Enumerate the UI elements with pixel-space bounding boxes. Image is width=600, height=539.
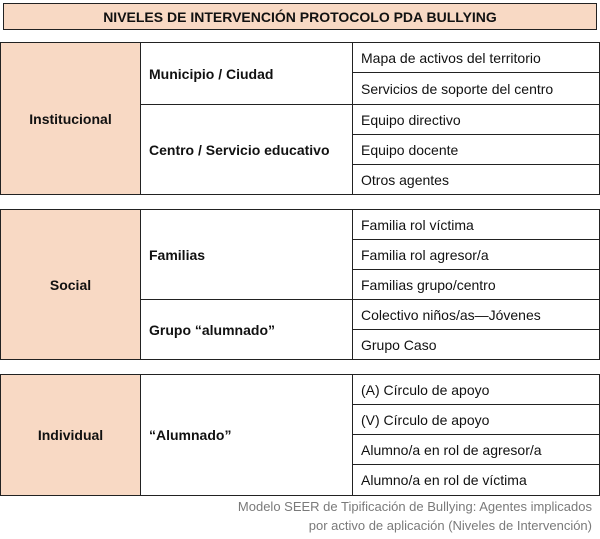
list-item: Familia rol víctima [352, 209, 600, 240]
list-item: Grupo Caso [352, 329, 600, 360]
list-item: Mapa de activos del territorio [352, 42, 600, 73]
table-title: NIVELES DE INTERVENCIÓN PROTOCOLO PDA BULLYING [3, 3, 597, 30]
group-alumnado-individual: “Alumnado” [140, 374, 353, 496]
group-municipio-ciudad: Municipio / Ciudad [140, 42, 353, 105]
list-item: Colectivo niños/as—Jóvenes [352, 299, 600, 330]
level-social: Social [0, 209, 141, 360]
list-item: Otros agentes [352, 164, 600, 195]
list-item: Familias grupo/centro [352, 269, 600, 300]
list-item: Familia rol agresor/a [352, 239, 600, 270]
caption-line-2: por activo de aplicación (Niveles de Intervención) [308, 518, 592, 533]
group-familias: Familias [140, 209, 353, 300]
group-alumnado: Grupo “alumnado” [140, 299, 353, 360]
list-item: Alumno/a en rol de agresor/a [352, 434, 600, 465]
list-item: (V) Círculo de apoyo [352, 404, 600, 435]
list-item: Servicios de soporte del centro [352, 72, 600, 105]
group-centro-servicio: Centro / Servicio educativo [140, 104, 353, 195]
list-item: (A) Círculo de apoyo [352, 374, 600, 405]
level-institucional: Institucional [0, 42, 141, 195]
caption-line-1: Modelo SEER de Tipificación de Bullying: Agentes implicados [237, 499, 592, 514]
list-item: Equipo docente [352, 134, 600, 165]
list-item: Alumno/a en rol de víctima [352, 464, 600, 496]
figure-caption [172, 497, 592, 535]
level-individual: Individual [0, 374, 141, 496]
list-item: Equipo directivo [352, 104, 600, 135]
